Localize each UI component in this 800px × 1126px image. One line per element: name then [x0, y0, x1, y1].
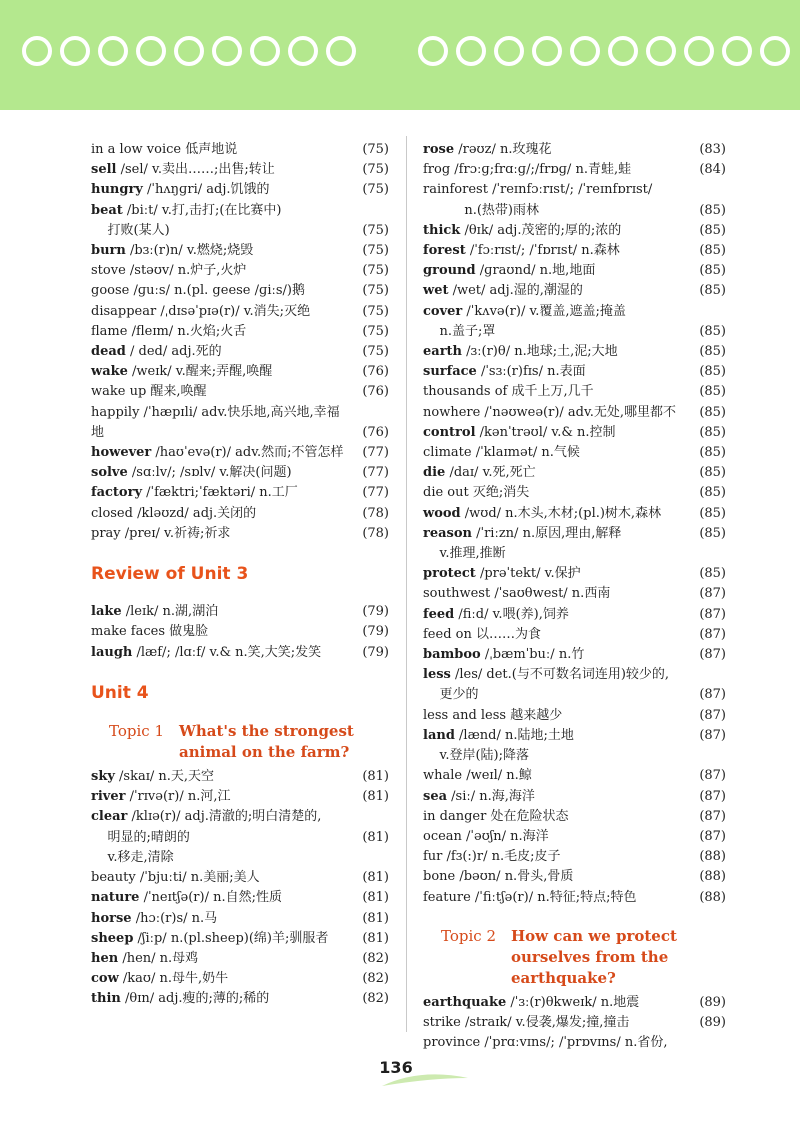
vocab-definition: stove /stəʊv/ n.炉子,火炉 [91, 263, 247, 279]
vocab-entry [423, 766, 726, 786]
vocab-page-ref: (85) [699, 384, 726, 400]
topic-2-heading [423, 926, 726, 989]
vocab-definition: /bɜː(r)n/ v.燃烧;烧毁 [125, 243, 254, 259]
vocab-definition: /weɪk/ v.醒来;弄醒,唤醒 [127, 364, 273, 380]
vocab-page-ref: (85) [699, 243, 726, 259]
vocab-entry [423, 504, 726, 524]
vocab-list-left [91, 140, 389, 544]
vocab-entry [91, 160, 389, 180]
vocab-entry [423, 221, 726, 241]
vocab-page-ref: (75) [362, 263, 389, 279]
vocab-definition: strike /straɪk/ v.侵袭,爆发;撞,撞击 [423, 1014, 630, 1030]
vocab-page-ref: (76) [362, 424, 389, 440]
vocab-page-ref: (82) [362, 950, 389, 966]
vocab-entry [91, 888, 389, 908]
vocab-definition: /biːt/ v.打,击打;(在比赛中) 打败(某人) [107, 202, 282, 238]
vocab-entry [423, 403, 726, 423]
vocab-entry [91, 807, 389, 847]
vocab-definition: /fiːd/ v.喂(养),饲养 [454, 606, 569, 622]
vocab-entry [91, 504, 389, 524]
binder-ring-icon [722, 36, 752, 66]
vocab-page-ref: (75) [362, 344, 389, 360]
vocab-definition: make faces 做鬼脸 [91, 624, 209, 640]
vocab-page-ref: (85) [699, 364, 726, 380]
vocab-page-ref: (81) [362, 910, 389, 926]
vocab-entry [423, 625, 726, 645]
vocab-headword: horse [91, 910, 132, 926]
binder-rings [0, 36, 800, 76]
topic-2-number: Topic 2 [441, 926, 496, 945]
vocab-entry [423, 443, 726, 463]
vocab-headword: land [423, 727, 455, 743]
vocab-page-ref: (87) [699, 606, 726, 622]
vocab-page-ref: (85) [699, 404, 726, 420]
vocab-page-ref: (75) [362, 283, 389, 299]
vocab-headword: die [423, 465, 446, 481]
left-column [91, 140, 389, 1010]
vocab-definition: wake up 醒来,唤醒 [91, 384, 207, 400]
vocab-page-ref: (85) [699, 283, 726, 299]
vocab-entry [423, 261, 726, 281]
vocab-page-ref: (85) [699, 344, 726, 360]
vocab-definition: /ˈsɜː(r)fɪs/ n.表面 [476, 364, 586, 380]
vocab-entry [423, 605, 726, 625]
topic-1-title: What's the strongest animal on the farm? [179, 722, 354, 762]
topic-2-title: How can we protect ourselves from the earthquake? [511, 926, 677, 987]
vocab-page-ref: (82) [362, 991, 389, 1007]
vocab-page-ref: (87) [699, 788, 726, 804]
binder-ring-icon [98, 36, 128, 66]
vocab-page-ref: (89) [699, 1014, 726, 1030]
vocab-entry [423, 1013, 726, 1033]
vocab-entry [423, 706, 726, 726]
vocab-entry [91, 767, 389, 787]
vocab-headword: dead [91, 344, 126, 360]
vocab-headword: hen [91, 950, 119, 966]
vocab-entry [423, 342, 726, 362]
vocab-page-ref: (77) [362, 465, 389, 481]
vocab-page-ref: (88) [699, 889, 726, 905]
vocab-headword: earth [423, 344, 462, 360]
vocab-headword: sky [91, 769, 115, 785]
vocab-headword: beat [91, 202, 123, 218]
review-title: Review of Unit 3 [91, 564, 249, 585]
vocab-entry [91, 989, 389, 1009]
vocab-page-ref: (78) [362, 505, 389, 521]
vocab-definition: /kənˈtrəʊl/ v.& n.控制 [475, 424, 616, 440]
vocab-definition: thousands of 成千上万,几千 [423, 384, 594, 400]
vocab-definition: /ˈfɔːrɪst/; /ˈfɒrɪst/ n.森林 [465, 243, 620, 259]
header-band [0, 0, 800, 110]
vocab-entry [91, 362, 389, 382]
vocab-entry [91, 524, 389, 544]
vocab-definition: /daɪ/ v.死,死亡 [445, 465, 536, 481]
binder-ring-icon [760, 36, 790, 66]
vocab-page-ref: (81) [362, 930, 389, 946]
vocab-page-ref: (85) [699, 445, 726, 461]
vocab-entry [91, 949, 389, 969]
vocab-entry [91, 403, 389, 443]
vocab-entry [423, 888, 726, 908]
vocab-entry [91, 483, 389, 503]
vocab-entry [91, 622, 389, 642]
vocab-entry [423, 645, 726, 665]
vocab-page-ref: (83) [699, 142, 726, 157]
vocab-definition: /lænd/ n.陆地;土地 [454, 727, 574, 743]
binder-ring-icon [494, 36, 524, 66]
vocab-page-ref: (75) [362, 222, 389, 238]
vocab-entry [423, 382, 726, 402]
binder-ring-icon [608, 36, 638, 66]
vocab-list-right [423, 140, 726, 908]
vocab-entry [423, 867, 726, 887]
vocab-entry [423, 564, 726, 584]
vocab-headword: cover [423, 303, 463, 319]
vocab-entry [423, 726, 726, 746]
binder-ring-icon [288, 36, 318, 66]
vocab-definition: feed on 以……为食 [423, 626, 541, 642]
binder-ring-icon [456, 36, 486, 66]
vocab-headword: thick [423, 222, 461, 238]
vocab-definition: /ˌbæmˈbuː/ n.竹 [480, 647, 585, 663]
binder-ring-icon [174, 36, 204, 66]
vocab-definition: happily /ˈhæpɪli/ adv.快乐地,高兴地,幸福地 [91, 404, 340, 440]
vocab-definition: ocean /ˈəʊʃn/ n.海洋 [423, 828, 549, 844]
vocab-entry [423, 993, 726, 1013]
vocab-page-ref: (87) [699, 707, 726, 723]
vocab-page-ref: (82) [362, 971, 389, 987]
vocab-headword: however [91, 445, 152, 461]
unit-title: Unit 4 [91, 682, 149, 703]
vocab-page-ref: (87) [699, 768, 726, 784]
vocab-list-review [91, 602, 389, 663]
vocab-page-ref: (81) [362, 870, 389, 886]
vocab-definition: in danger 处在危险状态 [423, 808, 569, 824]
vocab-definition: pray /preɪ/ v.祈祷;祈求 [91, 525, 231, 541]
vocab-page-ref: (77) [362, 445, 389, 461]
vocab-page-ref: (88) [699, 849, 726, 865]
vocab-definition: /ˈriːzn/ n.原因,理由,解释 [472, 525, 622, 541]
vocab-entry [423, 787, 726, 807]
vocab-definition: /hɔː(r)s/ n.马 [131, 910, 218, 926]
vocab-definition: die out 灭绝;消失 [423, 485, 530, 501]
vocab-definition: feature /ˈfiːtʃə(r)/ n.特征;特点;特色 [423, 889, 637, 905]
vocab-headword: wake [91, 364, 128, 380]
vocab-entry [423, 584, 726, 604]
vocab-definition: nowhere /ˈnəʊweə(r)/ adv.无处,哪里都不 [423, 404, 677, 420]
vocab-headword: wood [423, 505, 461, 521]
vocab-page-ref: (76) [362, 384, 389, 400]
vocab-page-ref: (85) [699, 424, 726, 440]
vocab-headword: factory [91, 485, 143, 501]
vocab-entry [423, 423, 726, 443]
vocab-definition: /ˈhʌŋɡri/ adj.饥饿的 [142, 182, 270, 198]
vocab-definition: /prəˈtekt/ v.保护 [475, 566, 581, 582]
vocab-entry [91, 261, 389, 281]
vocab-headword: bamboo [423, 647, 481, 663]
vocab-definition: / ded/ adj.死的 [125, 344, 222, 360]
binder-ring-icon [646, 36, 676, 66]
vocab-entry [91, 929, 389, 949]
vocab-definition: /wʊd/ n.木头,木材;(pl.)树木,森林 [460, 505, 662, 521]
vocab-headword: ground [423, 263, 476, 279]
vocab-definition: /ˈkʌvə(r)/ v.覆盖,遮盖;掩盖 n.盖子;罩 [439, 303, 626, 339]
vocab-headword: burn [91, 243, 126, 259]
vocab-headword: sheep [91, 930, 134, 946]
vocab-page-ref: (84) [699, 162, 726, 178]
binder-ring-icon [418, 36, 448, 66]
vocab-entry [423, 1033, 726, 1053]
vocab-entry [91, 643, 389, 663]
vocab-page-ref: (85) [699, 566, 726, 582]
vocab-entry [423, 746, 726, 766]
vocab-page-ref: (81) [362, 829, 389, 845]
vocab-entry [423, 241, 726, 261]
vocab-entry [91, 180, 389, 200]
vocab-definition: closed /kləʊzd/ adj.关闭的 [91, 505, 257, 521]
vocab-definition: whale /weɪl/ n.鲸 [423, 768, 532, 784]
vocab-definition: /les/ det.(与不可数名词连用)较少的, 更少的 [439, 667, 670, 703]
vocab-page-ref: (79) [362, 604, 389, 620]
vocab-page-ref: (75) [362, 243, 389, 259]
vocab-definition: /skaɪ/ n.天,天空 [114, 769, 215, 785]
right-column [423, 140, 726, 1053]
vocab-definition: /wet/ adj.湿的,潮湿的 [448, 283, 583, 299]
vocab-definition: /ˈfæktri;ˈfæktəri/ n.工厂 [142, 485, 298, 501]
vocab-headword: protect [423, 566, 476, 582]
vocab-entry [423, 463, 726, 483]
vocab-definition: climate /ˈklaɪmət/ n.气候 [423, 445, 580, 461]
vocab-entry [91, 602, 389, 622]
vocab-definition: flame /fleɪm/ n.火焰;火舌 [91, 323, 247, 339]
binder-ring-icon [326, 36, 356, 66]
vocab-entry [91, 241, 389, 261]
vocab-definition: /siː/ n.海,海洋 [447, 788, 535, 804]
vocab-page-ref: (85) [699, 485, 726, 501]
vocab-headword: hungry [91, 182, 143, 198]
vocab-definition: /θɪk/ adj.茂密的;厚的;浓的 [460, 222, 622, 238]
vocab-entry [91, 322, 389, 342]
binder-ring-icon [22, 36, 52, 66]
vocab-definition: /θɪn/ adj.瘦的;薄的;稀的 [120, 991, 270, 1007]
vocab-entry [91, 281, 389, 301]
vocab-entry [91, 382, 389, 402]
vocab-entry [423, 281, 726, 301]
vocab-page-ref: (87) [699, 586, 726, 602]
vocab-page-ref: (75) [362, 182, 389, 198]
vocab-definition: bone /bəʊn/ n.骨头,骨质 [423, 869, 574, 885]
vocab-entry [423, 302, 726, 342]
vocab-definition: v.登岸(陆);降落 [423, 748, 529, 764]
vocab-entry [423, 483, 726, 503]
vocab-page-ref: (75) [362, 162, 389, 178]
vocab-definition: /læf/; /lɑːf/ v.& n.笑,大笑;发笑 [132, 644, 322, 660]
vocab-headword: thin [91, 991, 121, 1007]
vocab-definition: in a low voice 低声地说 [91, 142, 238, 157]
vocab-page-ref: (87) [699, 626, 726, 642]
vocab-headword: control [423, 424, 476, 440]
vocab-headword: cow [91, 971, 119, 987]
binder-ring-icon [136, 36, 166, 66]
vocab-page-ref: (87) [699, 687, 726, 703]
vocab-headword: clear [91, 809, 128, 825]
vocab-definition: /rəʊz/ n.玫瑰花 [454, 142, 552, 157]
vocab-definition: goose /ɡuːs/ n.(pl. geese /ɡiːs/)鹅 [91, 283, 305, 299]
vocab-page-ref: (81) [362, 789, 389, 805]
vocab-page-ref: (78) [362, 525, 389, 541]
vocab-page-ref: (81) [362, 769, 389, 785]
vocab-page-ref: (75) [362, 323, 389, 339]
binder-ring-icon [212, 36, 242, 66]
vocab-entry [423, 665, 726, 705]
vocab-entry [91, 787, 389, 807]
vocab-list-topic-2 [423, 993, 726, 1054]
vocab-page-ref: (87) [699, 647, 726, 663]
vocab-entry [423, 524, 726, 544]
vocab-definition: less and less 越来越少 [423, 707, 563, 723]
vocab-page-ref: (85) [699, 263, 726, 279]
vocab-headword: wet [423, 283, 449, 299]
vocab-definition: /kaʊ/ n.母牛,奶牛 [118, 971, 229, 987]
topic-1-heading [91, 721, 389, 763]
vocab-definition: /ˈɜː(r)θkweɪk/ n.地震 [506, 994, 640, 1010]
vocab-definition: /klɪə(r)/ adj.清澈的;明白清楚的, 明显的;晴朗的 [107, 809, 322, 845]
vocab-headword: feed [423, 606, 455, 622]
vocab-headword: forest [423, 243, 466, 259]
vocab-headword: reason [423, 525, 472, 541]
vocab-definition: /sɑːlv/; /sɒlv/ v.解决(问题) [127, 465, 292, 481]
vocab-page-ref: (79) [362, 624, 389, 640]
vocab-entry [423, 160, 726, 180]
vocab-entry [91, 140, 389, 160]
vocab-page-ref: (77) [362, 485, 389, 501]
binder-ring-icon [532, 36, 562, 66]
vocab-headword: rose [423, 142, 455, 157]
vocab-entry [91, 201, 389, 241]
vocab-entry [91, 909, 389, 929]
binder-ring-icon [250, 36, 280, 66]
topic-1-number: Topic 1 [109, 722, 164, 741]
vocab-definition: /ɜː(r)θ/ n.地球;土,泥;大地 [462, 344, 618, 360]
vocab-page-ref: (81) [362, 890, 389, 906]
vocab-definition: /leɪk/ n.湖,湖泊 [121, 604, 219, 620]
vocab-page-ref: (87) [699, 808, 726, 824]
vocab-entry [91, 443, 389, 463]
vocab-page-ref: (76) [362, 364, 389, 380]
vocab-definition: /hen/ n.母鸡 [118, 950, 199, 966]
vocab-entry [423, 544, 726, 564]
vocab-entry [91, 302, 389, 322]
vocab-page-ref: (85) [699, 222, 726, 238]
vocab-entry [423, 180, 726, 220]
vocab-definition: southwest /ˈsaʊθwest/ n.西南 [423, 586, 611, 602]
vocab-definition: frog /frɔːɡ;frɑːɡ/;/frɒɡ/ n.青蛙,蛙 [423, 162, 632, 178]
vocab-entry [91, 342, 389, 362]
vocab-definition: /haʊˈevə(r)/ adv.然而;不管怎样 [155, 445, 344, 461]
vocab-definition: v.移走,清除 [91, 849, 174, 865]
vocab-page-ref: (87) [699, 727, 726, 743]
column-divider [406, 136, 407, 1032]
vocab-entry [423, 140, 726, 160]
vocab-definition: /ɡraʊnd/ n.地,地面 [475, 263, 596, 279]
vocab-entry [423, 847, 726, 867]
vocab-page-ref: (85) [699, 202, 726, 218]
page-number: 136 [379, 1058, 413, 1077]
vocab-entry [423, 807, 726, 827]
vocab-page-ref: (88) [699, 869, 726, 885]
vocab-entry [91, 868, 389, 888]
vocab-definition: v.推理,推断 [423, 546, 506, 562]
vocab-headword: nature [91, 890, 140, 906]
binder-ring-icon [684, 36, 714, 66]
vocab-headword: river [91, 789, 126, 805]
binder-ring-icon [570, 36, 600, 66]
vocab-page-ref: (75) [362, 303, 389, 319]
vocab-entry [423, 362, 726, 382]
vocab-page-ref: (85) [699, 465, 726, 481]
vocab-headword: earthquake [423, 994, 507, 1010]
vocab-page-ref: (75) [362, 142, 389, 157]
vocab-entry [91, 969, 389, 989]
vocab-page-ref: (79) [362, 644, 389, 660]
vocab-page-ref: (85) [699, 323, 726, 339]
vocab-definition: rainforest /ˈreɪnfɔːrɪst/; /ˈreɪnfɒrɪst/ n.(热带)雨林 [423, 182, 653, 218]
vocab-entry [423, 827, 726, 847]
vocab-headword: solve [91, 465, 128, 481]
vocab-definition: /ˈneɪtʃə(r)/ n.自然;性质 [139, 890, 282, 906]
vocab-definition: fur /fɜ(:)r/ n.毛皮;皮子 [423, 849, 561, 865]
vocab-headword: sea [423, 788, 448, 804]
vocab-definition: beauty /ˈbjuːti/ n.美丽;美人 [91, 870, 260, 886]
vocab-definition: province /ˈprɑːvɪns/; /ˈprɒvɪns/ n.省份, [423, 1035, 668, 1051]
vocab-page-ref: (87) [699, 828, 726, 844]
vocab-headword: laugh [91, 644, 133, 660]
binder-ring-icon [60, 36, 90, 66]
vocab-definition: /ˈrɪvə(r)/ n.河,江 [125, 789, 231, 805]
vocab-headword: lake [91, 604, 122, 620]
vocab-definition: /sel/ v.卖出……;出售;转让 [116, 162, 275, 178]
vocab-entry [91, 463, 389, 483]
vocab-page-ref: (85) [699, 525, 726, 541]
vocab-headword: surface [423, 364, 477, 380]
vocab-page-ref: (85) [699, 505, 726, 521]
vocab-headword: less [423, 667, 451, 683]
vocab-definition: /ʃiːp/ n.(pl.sheep)(绵)羊;驯服者 [133, 930, 329, 946]
vocab-page-ref: (89) [699, 994, 726, 1010]
vocab-entry [91, 848, 389, 868]
vocab-definition: disappear /ˌdɪsəˈpɪə(r)/ v.消失;灭绝 [91, 303, 311, 319]
vocab-headword: sell [91, 162, 117, 178]
vocab-list-topic-1 [91, 767, 389, 1009]
